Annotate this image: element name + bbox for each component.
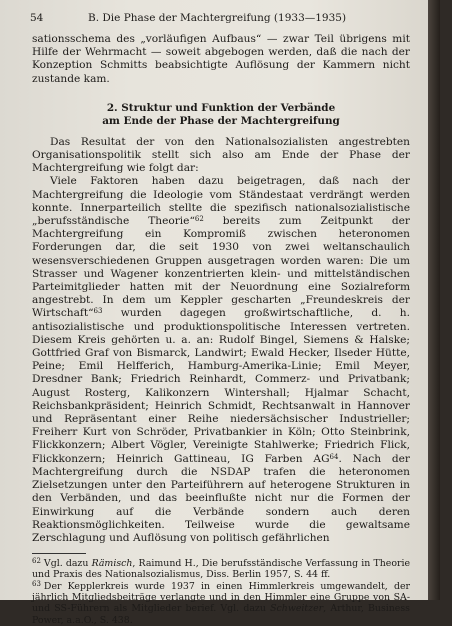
section-heading-line2: am Ende der Phase der Machtergreifung [102,114,340,127]
paragraph-2-part-a: Viele Faktoren haben dazu beigetragen, daß nach der Machtergreifung die Ideologie vom Ständestaat verdrängt werden konnte. Innerparteilich stellte die spezifisch nationalsozialistische „berufsständische Theorie“ [32,175,410,228]
footnote-ref-62: 62 [194,215,204,224]
footnote-divider [32,553,86,554]
footnote-text: , Arthur, Business Power, a.a.O., S. 438. [32,603,410,626]
page-body [32,33,410,626]
paragraph-2-part-c: wurden dagegen großwirtschaftliche, d. h. antisozialistische und produktionspolitische Interessen vertreten. Diesem Kreis gehörten u. a. an: Rudolf Bingel, Siemens & Halske; Gottfried Graf von Bismarck, Landwirt; Ewald Hecker, Ilseder Hütte, Peine; Emil Helfferich, Hamburg-Amerika-Linie; Emil Meyer, Dresdner Bank; Friedrich Reinhardt, Commerz- und Privatbank; August Rosterg, Kalikonzern Wintershall; Hjalmar Schacht, Reichsbankpräsident; Heinrich Schmidt, Rechtsanwalt in Hannover und Repräsentant einer Reihe niedersächsischer Industrieller; Freiherr Kurt von Schröder, Privatbankier in Köln; Otto Steinbrink, Flickkonzern; Albert Vögler, Vereinigte Stahlwerke; Friedrich Flick, Flickkonzern; Heinrich Gattineau, IG Farben AG [32,307,410,465]
footnote-number: 63 [32,579,41,588]
footnote-ref-63: 63 [93,307,103,316]
section-heading-line1: 2. Struktur und Funktion der Verbände [106,101,336,114]
page-number: 54 [30,12,44,24]
footnote-ref-64: 64 [329,452,339,461]
section-heading [32,102,410,128]
running-title: B. Die Phase der Machtergreifung (1933—1935) [88,12,347,24]
paragraph-2-part-b: bereits zum Zeitpunkt der Machtergreifung ein Kompromiß zwischen heteronomen Forderungen dar, die seit 1930 von zwei weltanschaulich wesensverschiedenen Gruppen ausgetragen worden waren: Die um Strasser und Wagener konzentrierten klein- und mittelständischen Parteimitglieder hatten mit der Neuordnung eine Sozialreform angestrebt. In dem um Keppler gescharten „Freundeskreis der Wirtschaft“ [32,215,410,320]
footnote-text: Der Kepplerkreis wurde 1937 in einen Himmlerkreis umgewandelt, der jährlich Mitgliedsbeiträge verlangte und in den Himmler eine Gruppe von SA- und SS-Führern als Mitglieder berief. Vgl. dazu [32,580,410,615]
paragraph-2-part-d: . Nach der Machtergreifung durch die NSDAP trafen die heteronomen Zielsetzungen unter den Parteiführern auf heterogene Strukturen in den Verbänden, und das beeinflußte nicht nur die Formen der Einwirkung auf die Verbände sondern auch deren Reaktionsmöglichkeiten. Teilweise wurde die gewaltsame Zerschlagung und Auflösung von politisch gefährlichen [32,452,410,544]
intro-paragraph: sationsschema des „vorläufigen Aufbaus“ — zwar Teil übrigens mit Hilfe der Wehrmacht — soweit abgebogen werden, daß die nach der Konzeption Schmitts beabsichtigte Auflösung der Kammern nicht zustande kam. [32,33,410,85]
running-header [30,12,430,28]
paragraph-2 [32,175,410,545]
paragraph-1: Das Resultat der von den Nationalsozialisten angestrebten Organisationspolitik stellt sich also am Ende der Phase der Machtergreifung wie folgt dar: [32,135,410,175]
footnote-author: Rämisch [91,558,133,570]
footnote-author: Schweitzer [270,603,324,615]
page-edge-shadow [428,0,440,600]
footnote-text: , Raimund H., Die berufsständische Verfassung in Theorie und Praxis des Nationalsozialismus, Diss. Berlin 1957, S. 44 ff. [32,558,410,581]
footnote-number: 62 [32,557,41,566]
footnote-63 [32,581,410,626]
footnote-62 [32,558,410,581]
footnote-text: Vgl. dazu [43,558,92,570]
